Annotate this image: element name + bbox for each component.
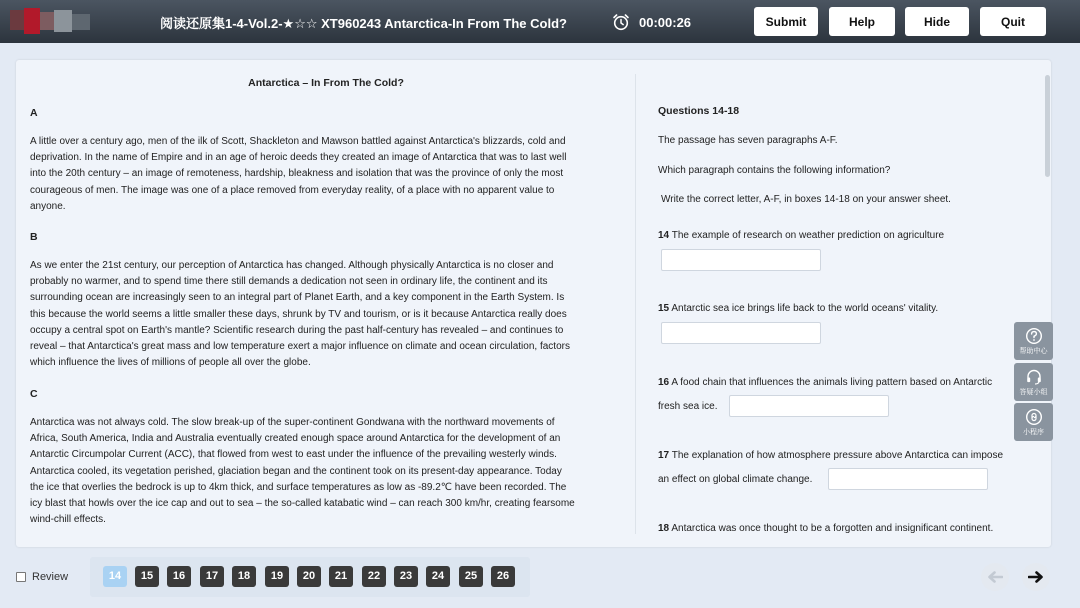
question-nav-21[interactable]: 21 [329,566,353,587]
help-button[interactable]: Help [829,7,895,36]
question-nav-22[interactable]: 22 [362,566,386,587]
question-circle-icon [1025,327,1043,345]
help-center-label: 帮助中心 [1019,348,1048,355]
question-14: 14 The example of research on weather prediction on agriculture [658,230,945,241]
headset-icon [1025,368,1043,386]
paragraph-b: As we enter the 21st century, our perception of Antarctica has changed. Although physically Antarctica is no closer and probably no warmer, and to spend time there still demands a dedication not seen in ordinary life, the continent and its surrounding ocean are increasingly seen to an integral part of Planet Earth, and a key component in the Earth System. Is this because the world seems a little smaller these days, shrunk by TV and tourism, or is it because Antarctica really does occupy a central spot on Earth's mantle? Scientific research during the past half-century has revealed – and continues to reveal – that Antarctica's great mass and low temperature exert a major influence on climate and ocean circulation, factors which influence the lives of millions of people all over the globe. [30,260,570,369]
pane-divider[interactable] [635,74,636,534]
question-nav-16[interactable]: 16 [167,566,191,587]
paragraph-label-b: B [30,231,38,243]
answer-input-15[interactable] [661,322,821,344]
question-18: 18 Antarctica was once thought to be a forgotten and insignificant continent. [658,523,994,533]
passage-pane[interactable] [30,60,622,547]
question-17: 17 The explanation of how atmosphere pressure above Antarctica can impose [658,450,1004,461]
arrow-left-icon [987,571,1003,583]
qa-group-label: 答疑小组 [1019,389,1048,396]
question-16-cont: fresh sea ice. [658,401,718,412]
hide-button[interactable]: Hide [905,7,969,36]
questions-intro-1: The passage has seven paragraphs A-F. [658,135,838,146]
questions-intro-3: Write the correct letter, A-F, in boxes 14-18 on your answer sheet. [661,194,951,205]
timer-value: 00:00:26 [639,14,692,30]
question-nav-26[interactable]: 26 [491,566,515,587]
answer-input-16[interactable] [729,395,889,417]
question-nav-20[interactable]: 20 [297,566,321,587]
question-nav-23[interactable]: 23 [394,566,418,587]
alarm-clock-icon [612,13,630,31]
questions-intro-2: Which paragraph contains the following information? [658,165,891,176]
submit-button[interactable]: Submit [754,7,818,36]
question-17-cont: an effect on global climate change. [658,474,813,485]
exam-title: 阅读还原集1-4-Vol.2-★☆☆ XT960243 Antarctica-In From The Cold? [160,16,567,31]
help-center-button[interactable] [1014,322,1053,360]
passage-title: Antarctica – In From The Cold? [248,77,404,89]
paragraph-c: Antarctica was not always cold. The slow break-up of the super-continent Gondwana with the northward movements of Africa, South America, India and Australia eventually created enough space around Antarctica for the development of an Antarctic Circumpolar Current (ACC), that flowed from west to east under the influence of the prevailing westerly winds. Antarctica cooled, its vegetation perished, glaciation began and the continent took on its present-day appearance. Today the ice that overlies the bedrock is up to 4km thick, and surface temperatures as low as -89.2℃ have been recorded. The icy blast that howls over the ice cap and out to sea – the so-called katabatic wind – can reach 300 km/hr, creating fearsome wind-chill effects. [30,417,575,526]
question-nav-25[interactable]: 25 [459,566,483,587]
questions-pane[interactable] [658,60,1038,533]
review-label: Review [32,571,69,583]
quit-button[interactable]: Quit [980,7,1046,36]
questions-scrollbar[interactable] [1045,75,1050,177]
question-nav-17[interactable]: 17 [200,566,224,587]
question-15: 15 Antarctic sea ice brings life back to the world oceans' vitality. [658,303,939,314]
questions-heading: Questions 14-18 [658,105,740,117]
main-panel [16,60,1051,547]
previous-button[interactable] [981,563,1009,591]
paragraph-label-c: C [30,388,38,400]
next-button[interactable] [1022,563,1050,591]
question-nav-14[interactable]: 14 [103,566,127,587]
question-navigator [90,557,530,597]
question-16: 16 A food chain that influences the animals living pattern based on Antarctic [658,377,993,388]
answer-input-17[interactable] [828,468,988,490]
top-bar [0,0,1080,43]
review-toggle[interactable] [16,571,68,583]
logo [10,8,94,34]
question-nav-24[interactable]: 24 [426,566,450,587]
question-nav-19[interactable]: 19 [265,566,289,587]
question-nav-15[interactable]: 15 [135,566,159,587]
answer-input-14[interactable] [661,249,821,271]
qa-group-button[interactable] [1014,363,1053,401]
paragraph-a: A little over a century ago, men of the ilk of Scott, Shackleton and Mawson battled against Antarctica's blizzards, cold and deprivation. In the name of Empire and in an age of heroic deeds they created an image of Antarctica that was to last well into the 20th century – an image of remoteness, hardship, bleakness and isolation that was the province of only the most courageous of men. The image was one of a place removed from everyday reality, of a place with no apparent value to anyone. [30,136,567,212]
question-nav-18[interactable]: 18 [232,566,256,587]
mini-program-label: 小程序 [1023,429,1044,436]
mini-program-button[interactable] [1014,403,1053,441]
mini-program-icon [1025,408,1043,426]
timer [612,12,691,32]
review-checkbox[interactable] [16,572,26,582]
arrow-right-icon [1028,571,1044,583]
paragraph-label-a: A [30,107,38,119]
